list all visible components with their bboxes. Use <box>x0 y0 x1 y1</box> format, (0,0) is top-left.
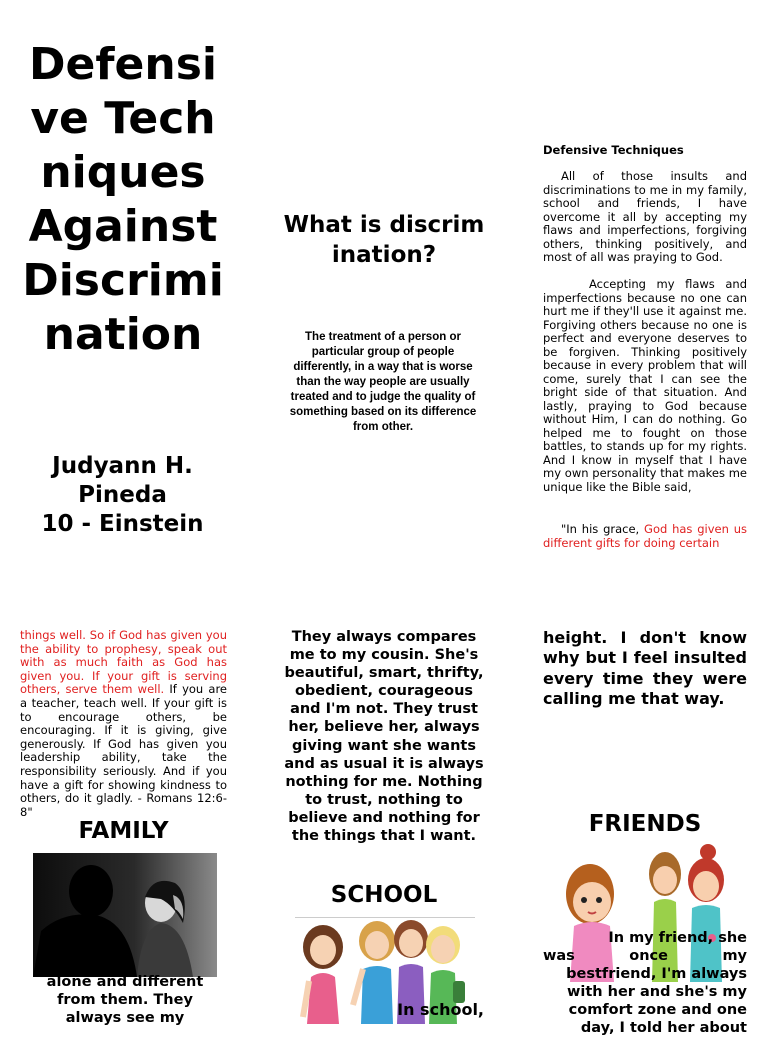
author-section: 10 - Einstein <box>41 511 204 537</box>
techniques-paragraph-1: All of those insults and discriminations to me in my family, school and friends, I have overcome it all by accepting my flaws and imperfections, forgiving others, thinking positively, and most of all was praying to God. <box>543 169 747 264</box>
quote-intro: "In his grace, <box>561 522 645 536</box>
school-paragraph: They always compares me to my cousin. She's beautiful, smart, thrifty, obedient, courageous and I'm not. They trust her, believe her, always giving want she wants and as usual it is always nothing for me. Nothing to trust, nothing to believe and nothing for the things that I want. <box>284 629 484 845</box>
author-name: Judyann H. Pineda <box>52 453 193 508</box>
definition-body: The treatment of a person or particular group of people differently, in a way that is worse than the way people are usually treated and to judge the quality of something based on its difference from other. <box>289 331 477 433</box>
friends-word-was: was <box>543 948 575 964</box>
friends-word-once: once <box>629 948 668 964</box>
quote-red-text: God has given us different gifts for doing certain <box>543 522 747 550</box>
friends-paragraph: height. I don't know why but I feel insulted every time they were calling me that way. <box>543 628 747 709</box>
family-heading: FAMILY <box>78 818 169 844</box>
techniques-heading: Defensive Techniques <box>543 143 684 157</box>
friends-line-1: In my friend, she <box>608 930 747 946</box>
techniques-paragraph-2: Accepting my flaws and imperfections because no one can hurt me if they'll use it against me. Forgiving others because no one is perfect and everyone deserves to be forgiven. Thinking positively because in every problem that will come, surely that I can see the bright side of that situation. And lastly, praying to God because without Him, I can do nothing. Go helped me to fought on those battles, to stands up for my rights. And I know in myself that I have my own personality that makes me unique like the Bible said, <box>543 277 747 494</box>
friends-line-5: comfort zone and one <box>568 1002 747 1018</box>
author-block <box>20 452 225 539</box>
family-photo <box>33 853 217 977</box>
verse-black-text: If you are a teacher, teach well. If your gift is to encourage others, be encouraging. If it is giving, give generously. If God has given you leadership ability, take the responsibility seriously. And if you have a gift for showing kindness to others, do it gladly. - Romans 12:6-8" <box>20 682 228 819</box>
friends-line-2 <box>543 947 747 965</box>
friends-line-6: day, I told her about <box>580 1020 747 1036</box>
school-heading: SCHOOL <box>330 882 438 908</box>
cover-title: Defensive Techniques Against Discrimination <box>22 39 224 360</box>
verse-paragraph <box>20 629 227 819</box>
friends-line-4: with her and she's my <box>566 984 747 1000</box>
family-text: alone and different from them. They always see my <box>46 974 204 1026</box>
friends-line-3: bestfriend, I'm always <box>566 966 747 982</box>
friends-text <box>543 929 747 1037</box>
verse-red-text: things well. So if God has given you the ability to prophesy, speak out with as much faith as God has given you. If your gift is serving others, serve them well. <box>20 628 227 697</box>
friends-heading: FRIENDS <box>588 811 702 837</box>
bible-quote-start <box>543 523 747 550</box>
definition-heading: What is discrimination? <box>283 212 485 268</box>
friends-word-my: my <box>722 948 747 964</box>
school-text: In school, <box>397 1000 484 1019</box>
